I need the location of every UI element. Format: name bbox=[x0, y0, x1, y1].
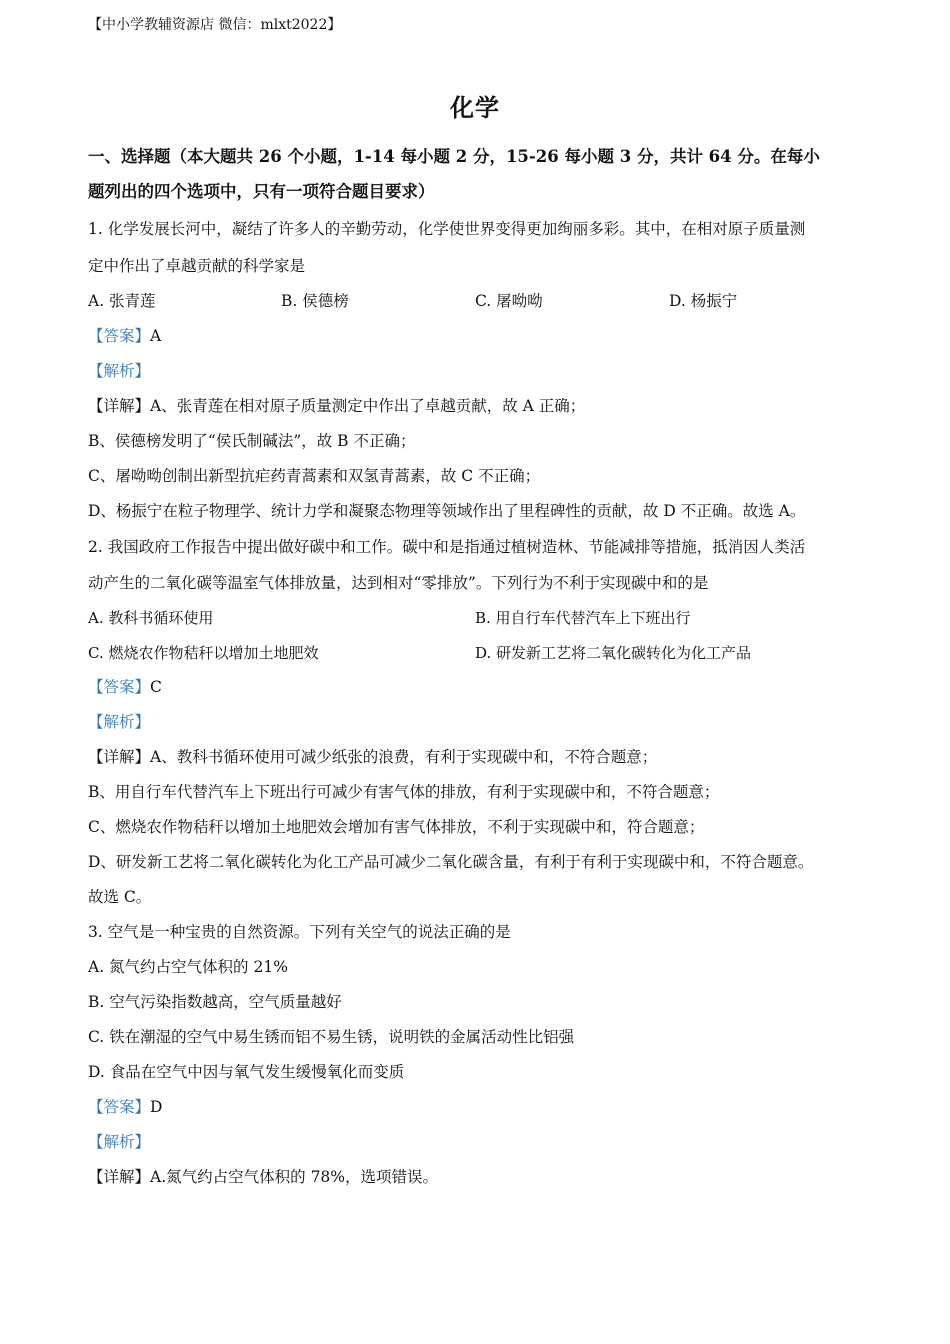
section-heading-line-1: 一、选择题（本大题共 26 个小题，1-14 每小题 2 分，15-26 每小题 3 分，共计 64 分。在每小 bbox=[88, 147, 820, 166]
q1-answer bbox=[88, 326, 161, 346]
q2-option-d: D. 研发新工艺将二氧化碳转化为化工产品 bbox=[475, 644, 752, 662]
answer-label: 【答案】 bbox=[88, 678, 151, 696]
q1-detail-text-1: A、张青莲在相对原子质量测定中作出了卓越贡献，故 A 正确； bbox=[150, 397, 586, 415]
q1-detail-line-1 bbox=[88, 396, 585, 416]
q3-stem: 3. 空气是一种宝贵的自然资源。下列有关空气的说法正确的是 bbox=[88, 923, 511, 941]
q2-detail-line-4: D、研发新工艺将二氧化碳转化为化工产品可减少二氧化碳含量，有利于有利于实现碳中和，不符合题意。 bbox=[88, 853, 814, 871]
q3-option-c: C. 铁在潮湿的空气中易生锈而铝不易生锈，说明铁的金属活动性比铝强 bbox=[88, 1028, 575, 1046]
q1-option-c: C. 屠呦呦 bbox=[475, 292, 543, 310]
q2-option-b: B. 用自行车代替汽车上下班出行 bbox=[475, 609, 691, 627]
section-heading-line-2: 题列出的四个选项中，只有一项符合题目要求） bbox=[88, 182, 435, 201]
page-header-note: 【中小学教辅资源店 微信：mlxt2022】 bbox=[88, 17, 342, 33]
q2-answer bbox=[88, 677, 162, 697]
q2-stem-line-1: 2. 我国政府工作报告中提出做好碳中和工作。碳中和是指通过植树造林、节能减排等措施，抵消因人类活 bbox=[88, 538, 806, 556]
q3-answer-value: D bbox=[150, 1098, 163, 1116]
q1-detail-line-2: B、侯德榜发明了“侯氏制碱法”，故 B 不正确； bbox=[88, 432, 416, 450]
q1-analysis-label: 【解析】 bbox=[88, 362, 151, 380]
page-title: 化学 bbox=[450, 93, 500, 122]
q3-option-a: A. 氮气约占空气体积的 21% bbox=[88, 958, 288, 976]
q3-option-d: D. 食品在空气中因与氧气发生缓慢氧化而变质 bbox=[88, 1063, 405, 1081]
q2-analysis-label: 【解析】 bbox=[88, 713, 151, 731]
q2-answer-value: C bbox=[150, 678, 162, 696]
q1-option-b: B. 侯德榜 bbox=[281, 292, 349, 310]
section-heading bbox=[88, 139, 863, 209]
q2-option-a: A. 教科书循环使用 bbox=[88, 609, 214, 627]
detail-label: 【详解】 bbox=[88, 1168, 151, 1186]
q1-stem-line-2: 定中作出了卓越贡献的科学家是 bbox=[88, 257, 306, 275]
q1-option-a: A. 张青莲 bbox=[88, 292, 156, 310]
q2-detail-line-5: 故选 C。 bbox=[88, 888, 152, 906]
q3-detail-text-1: A.氮气约占空气体积的 78%，选项错误。 bbox=[150, 1168, 439, 1186]
q3-detail-line-1 bbox=[88, 1167, 438, 1187]
q2-option-c: C. 燃烧农作物秸秆以增加土地肥效 bbox=[88, 644, 319, 662]
answer-label: 【答案】 bbox=[88, 1098, 151, 1116]
detail-label: 【详解】 bbox=[88, 397, 151, 415]
q2-detail-line-1 bbox=[88, 747, 657, 767]
q1-option-d: D. 杨振宁 bbox=[669, 292, 738, 310]
answer-label: 【答案】 bbox=[88, 327, 151, 345]
detail-label: 【详解】 bbox=[88, 748, 151, 766]
q3-answer bbox=[88, 1097, 162, 1117]
q3-analysis-label: 【解析】 bbox=[88, 1133, 151, 1151]
q3-option-b: B. 空气污染指数越高，空气质量越好 bbox=[88, 993, 342, 1011]
q1-answer-value: A bbox=[150, 327, 162, 345]
q2-detail-line-3: C、燃烧农作物秸秆以增加土地肥效会增加有害气体排放，不利于实现碳中和，符合题意； bbox=[88, 818, 705, 836]
q1-detail-line-4: D、杨振宁在粒子物理学、统计力学和凝聚态物理等领域作出了里程碑性的贡献，故 D 不正确。故选 A。 bbox=[88, 502, 806, 520]
q1-stem-line-1: 1. 化学发展长河中，凝结了许多人的辛勤劳动，化学使世界变得更加绚丽多彩。其中，在相对原子质量测 bbox=[88, 220, 806, 238]
q1-detail-line-3: C、屠呦呦创制出新型抗疟药青蒿素和双氢青蒿素，故 C 不正确； bbox=[88, 467, 541, 485]
q2-detail-line-2: B、用自行车代替汽车上下班出行可减少有害气体的排放，有利于实现碳中和，不符合题意； bbox=[88, 783, 720, 801]
q2-detail-text-1: A、教科书循环使用可减少纸张的浪费，有利于实现碳中和，不符合题意； bbox=[150, 748, 658, 766]
q2-stem-line-2: 动产生的二氧化碳等温室气体排放量，达到相对“零排放”。下列行为不利于实现碳中和的是 bbox=[88, 574, 709, 592]
